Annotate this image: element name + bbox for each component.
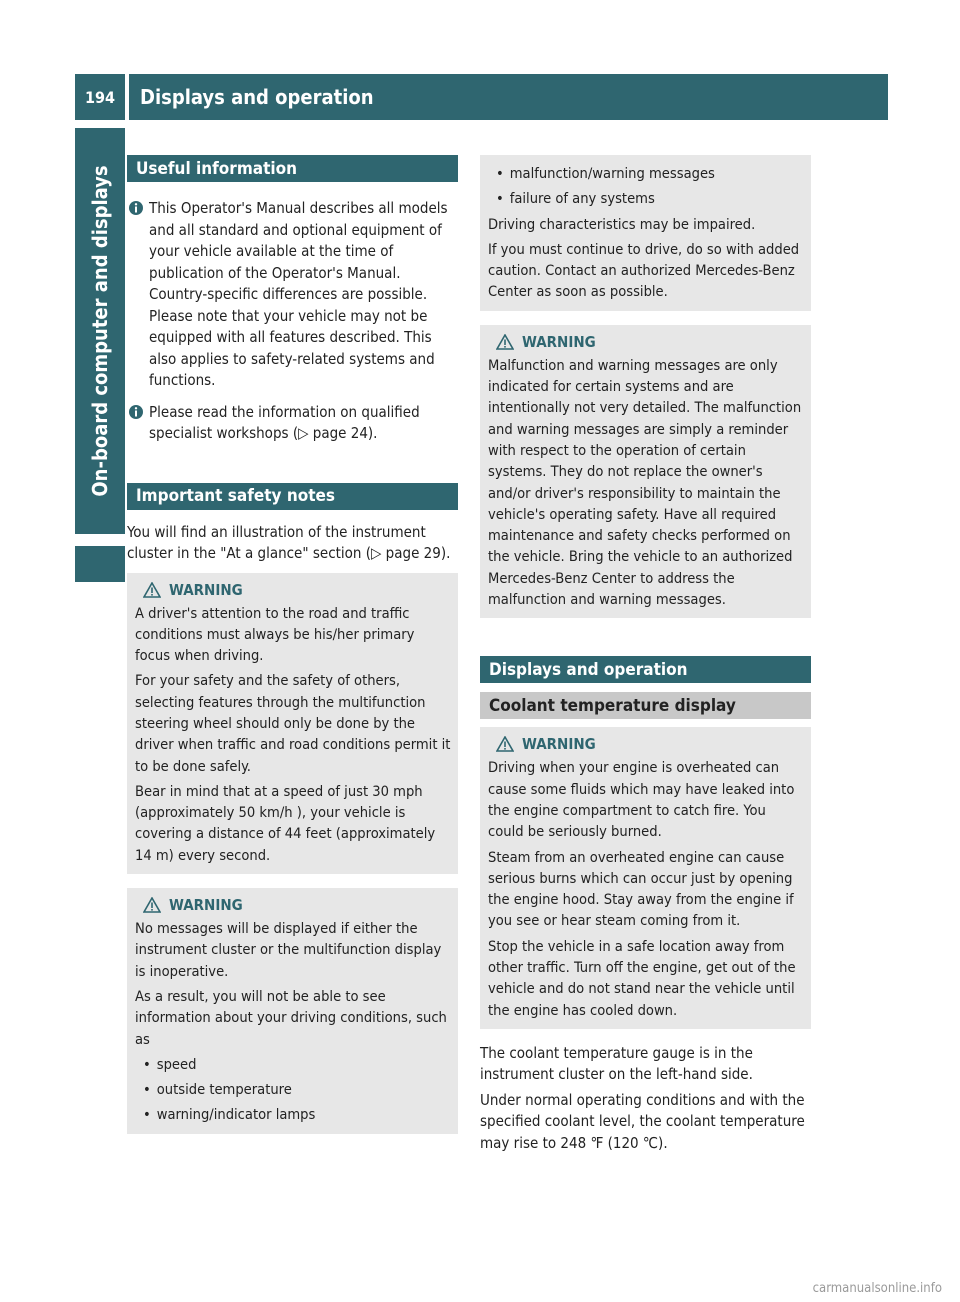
warning-text: Steam from an overheated engine can cause serious burns which can occur just by opening the engine hood. Stay away from the engine if you see or hear steam coming from it. [488,848,794,930]
right-column [480,155,811,1154]
info-icon [127,201,145,215]
warning-triangle-icon [496,334,514,350]
list-item: • warning/indicator lamps [135,1104,451,1125]
warning-text: Driving when your engine is overheated can cause some fluids which may have leaked into the engine compartment to catch fire. You could be seriously burned. [488,759,795,841]
left-column [127,155,458,1134]
warning-text: If you must continue to drive, do so with added caution. Contact an authorized Mercedes-Benz Center as soon as possible. [488,240,800,301]
warning-triangle-icon [496,736,514,752]
warning-triangle-icon [143,582,161,598]
footer-watermark: carmanualsonline.info [812,1281,942,1296]
info-text-2: Please read the information on qualified specialist workshops (▷ page 24). [149,402,420,442]
warning-text: Malfunction and warning messages are only indicated for certain systems and are intentionally not very detailed. The malfunction and warning messages are simply a reminder with respect to the operation of certain systems. They do not replace the owner's and/or driver's responsibility to maintain the vehicle's operating safety. Have all required maintenance and safety checks performed on the vehicle. Bring the vehicle to an authorized Mercedes-Benz Center to address the malfunction and warning messages. [488,356,802,609]
warning-text: As a result, you will not be able to see information about your driving conditions, such as [135,987,447,1048]
displays-operation-heading: Displays and operation [480,656,811,683]
warning-text: Driving characteristics may be impaired. [488,215,756,233]
warning-header [143,581,451,599]
chapter-label: On-board computer and displays [88,165,112,497]
warning-header [496,735,804,753]
page-number: 194 [75,74,125,120]
warning-text: Bear in mind that at a speed of just 30 mph (approximately 50 km/h ), your vehicle is covering a distance of 44 feet (approximately 14 m) every second. [135,782,436,864]
safety-notes-heading: Important safety notes [127,483,458,510]
list-item: • speed [135,1054,451,1075]
list-item: • failure of any systems [488,188,804,209]
warning-label: WARNING [522,332,596,351]
warning-text: Stop the vehicle in a safe location away from other traffic. Turn off the engine, get out of the vehicle and do not stand near the vehicle until the engine has cooled down. [488,937,796,1019]
warning-text: For your safety and the safety of others, selecting features through the multifunction steering wheel should only be done by the driver when traffic and road conditions permit it to be done safely. [135,672,451,775]
warning-box-1 [127,573,458,875]
warning-label: WARNING [169,580,243,599]
info-icon [127,405,145,419]
warning-text: A driver's attention to the road and traffic conditions must always be his/her primary focus when driving. [135,604,415,665]
warning-header [496,333,804,351]
safety-intro: You will find an illustration of the instrument cluster in the "At a glance" section (▷ page 29). [127,522,451,562]
warning-text: No messages will be displayed if either the instrument cluster or the multifunction display is inoperative. [135,920,442,980]
body-paragraph: Under normal operating conditions and with the specified coolant level, the coolant temperature may rise to 248 ℉ (120 ℃). [480,1090,805,1152]
chapter-marker [75,546,125,582]
warning-box-4 [480,727,811,1029]
coolant-temp-heading: Coolant temperature display [480,692,811,719]
warning-label: WARNING [169,896,243,915]
info-note-2 [127,402,458,445]
warning-box-continued [480,155,811,311]
warning-box-3 [480,325,811,619]
warning-header [143,896,451,914]
info-text-1: This Operator's Manual describes all models and all standard and optional equipment of your vehicle available at the time of publication of the Operator's Manual. Country-specific differences are possible. Please note that your vehicle may not be equipped with all features described. This also applies to safety-related systems and functions. [149,199,448,389]
warning-triangle-icon [143,897,161,913]
page-title: Displays and operation [129,74,888,120]
warning-box-2 [127,888,458,1134]
info-note-1 [127,198,458,392]
body-paragraph: The coolant temperature gauge is in the instrument cluster on the left-hand side. [480,1043,753,1084]
list-item: • malfunction/warning messages [488,163,804,184]
list-item: • outside temperature [135,1079,451,1100]
warning-label: WARNING [522,735,596,754]
useful-info-heading: Useful information [127,155,458,182]
